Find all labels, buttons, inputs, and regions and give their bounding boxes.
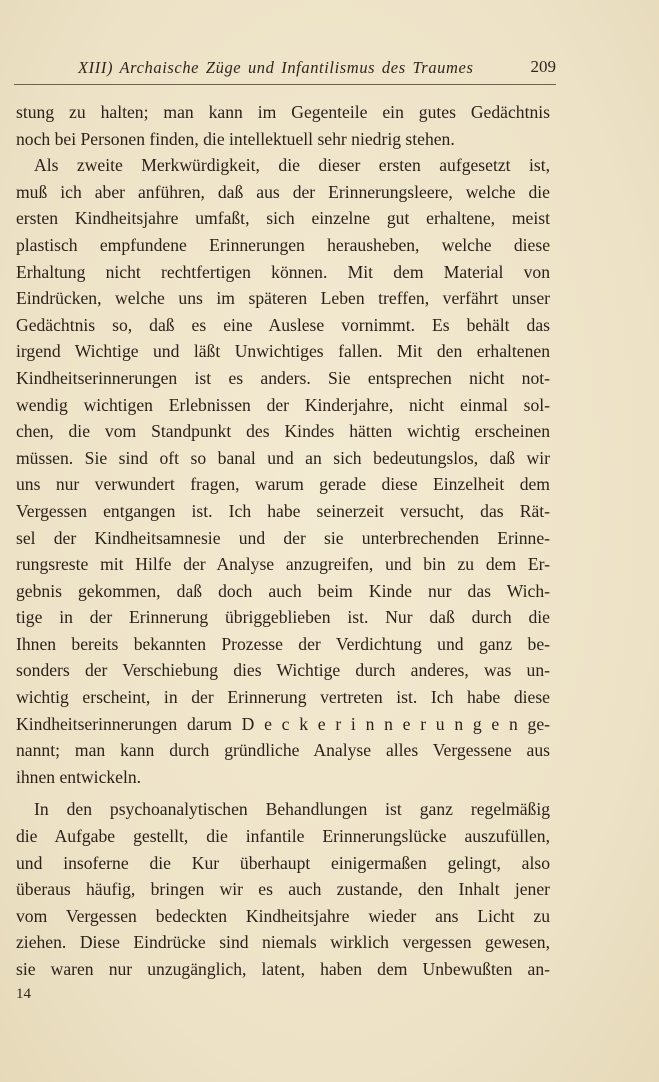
text-line: Kindheitserinnerungen ist es anders. Sie entsprechen nicht not-	[16, 367, 550, 388]
signature-mark: 14	[16, 986, 31, 1002]
text-line: Eindrücken, welche uns im späteren Leben treffen, verfährt unser	[16, 288, 550, 309]
paragraph-2	[16, 152, 550, 790]
text-line: die Aufgabe gestellt, die infantile Erinnerungslücke auszufüllen,	[16, 826, 550, 847]
paragraph-3	[16, 796, 550, 982]
text-line: und insoferne die Kur überhaupt einigermaßen gelingt, also	[16, 852, 550, 873]
running-title: XIII) Archaische Züge und Infantilismus des Traumes	[78, 58, 474, 77]
text-line: In den psychoanalytischen Behandlungen ist ganz regelmäßig	[34, 799, 550, 820]
text-line: überaus häufig, bringen wir es auch zustande, den Inhalt jener	[16, 879, 550, 900]
text-line: chen, die vom Standpunkt des Kindes hätten wichtig erscheinen	[16, 421, 550, 442]
text-line: Kindheitserinnerungen darum D e c k e r i n n e r u n g e n ge-	[16, 713, 550, 734]
text-line: sonders der Verschiebung dies Wichtige durch anderes, was un-	[16, 660, 550, 681]
text-line: ihnen entwickeln.	[16, 766, 142, 787]
text-line: Als zweite Merkwürdigkeit, die dieser ersten aufgesetzt ist,	[34, 155, 550, 176]
text-line: ersten Kindheitsjahre umfaßt, sich einzelne gut erhaltene, meist	[16, 208, 550, 229]
text-line: noch bei Personen finden, die intellektuell sehr niedrig stehen.	[16, 128, 455, 149]
text-line: sie waren nur unzugänglich, latent, haben dem Unbewußten an-	[16, 959, 550, 979]
body-text	[16, 99, 550, 983]
text-line: wichtig erscheint, in der Erinnerung vertreten ist. Ich habe diese	[16, 687, 550, 708]
text-line: nannt; man kann durch gründliche Analyse alles Vergessene aus	[16, 740, 550, 761]
text-line: Erhaltung nicht rechtfertigen können. Mit dem Material von	[16, 261, 550, 282]
running-head	[70, 56, 556, 82]
header-rule	[14, 84, 556, 85]
text-line: stung zu halten; man kann im Gegenteile ein gutes Gedächtnis	[16, 102, 550, 122]
text-line: plastisch empfundene Erinnerungen herausheben, welche diese	[16, 234, 550, 255]
text-line: rungsreste mit Hilfe der Analyse anzugreifen, und bin zu dem Er-	[16, 554, 550, 575]
text-line: müssen. Sie sind oft so banal und an sich bedeutungslos, daß wir	[16, 447, 550, 468]
text-line: uns nur verwundert fragen, warum gerade diese Einzelheit dem	[16, 474, 550, 495]
page-number: 209	[530, 57, 556, 76]
paragraph-1	[16, 99, 550, 152]
text-line: Gedächtnis so, daß es eine Auslese vornimmt. Es behält das	[16, 314, 550, 335]
text-line: tige in der Erinnerung übriggeblieben ist. Nur daß durch die	[16, 607, 550, 628]
text-line: wendig wichtigen Erlebnissen der Kinderjahre, nicht einmal sol-	[16, 394, 550, 415]
text-line: gebnis gekommen, daß doch auch beim Kinde nur das Wich-	[16, 580, 550, 601]
text-line: vom Vergessen bedeckten Kindheitsjahre wieder ans Licht zu	[16, 905, 550, 926]
text-line: ziehen. Diese Eindrücke sind niemals wirklich vergessen gewesen,	[16, 932, 550, 953]
text-line: Ihnen bereits bekannten Prozesse der Verdichtung und ganz be-	[16, 633, 550, 654]
text-line: irgend Wichtige und läßt Unwichtiges fallen. Mit den erhaltenen	[16, 341, 550, 362]
text-line: sel der Kindheitsamnesie und der sie unterbrechenden Erinne-	[16, 527, 550, 548]
text-line: Vergessen entgangen ist. Ich habe seinerzeit versucht, das Rät-	[16, 500, 550, 521]
text-line: muß ich aber anführen, daß aus der Erinnerungsleere, welche die	[16, 181, 550, 202]
